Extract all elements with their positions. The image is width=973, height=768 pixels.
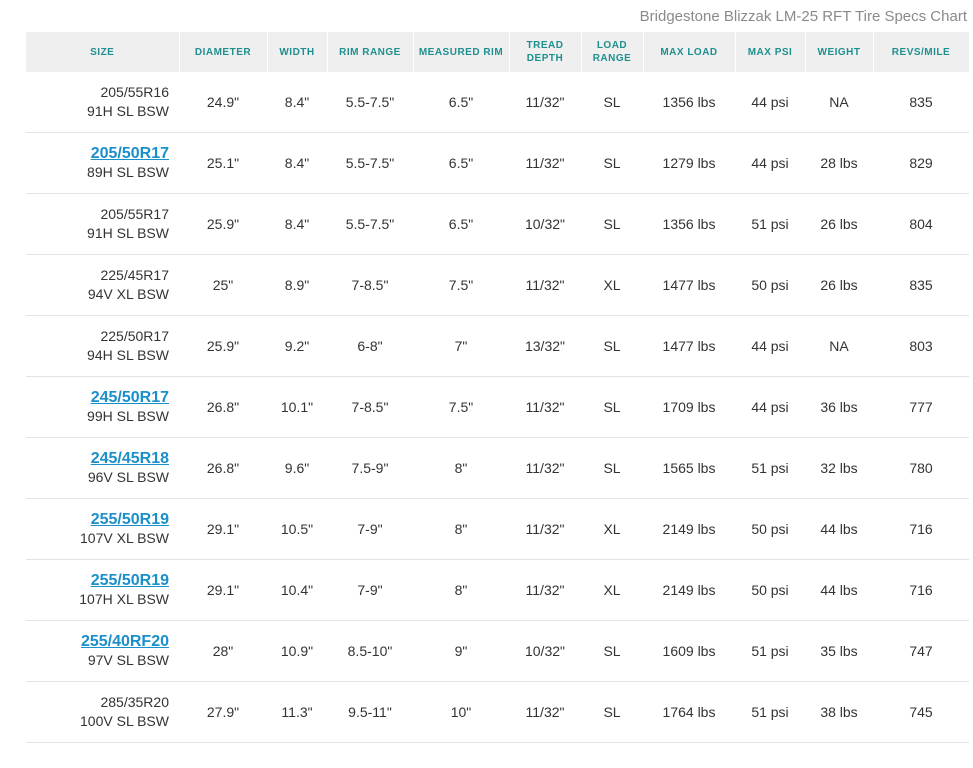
tire-size-link[interactable]: 255/50R19 [90,511,169,528]
header-diameter: DIAMETER [179,32,267,72]
tire-size-link[interactable]: 245/50R17 [90,389,169,406]
max-load-cell: 1356 lbs [643,72,735,133]
load-range-cell: XL [581,499,643,560]
width-cell: 8.4" [267,133,327,194]
weight-cell: 44 lbs [805,499,873,560]
table-row [26,682,969,743]
size-cell [26,438,179,499]
tread-depth-cell: 10/32" [509,621,581,682]
table-header-row [26,32,969,72]
size-cell [26,499,179,560]
max-psi-cell: 44 psi [735,316,805,377]
tire-size-link[interactable]: 255/50R19 [90,572,169,589]
revs-mile-cell: 747 [873,621,969,682]
weight-cell: 38 lbs [805,682,873,743]
table-row [26,438,969,499]
tire-size-link[interactable]: 205/50R17 [90,145,169,162]
width-cell: 9.2" [267,316,327,377]
service-description: 91H SL BSW [87,225,169,241]
table-row [26,72,969,133]
table-row [26,377,969,438]
measured-rim-cell: 8" [413,499,509,560]
max-load-cell: 2149 lbs [643,499,735,560]
tire-size: 205/55R16 [100,84,169,100]
revs-mile-cell: 835 [873,72,969,133]
rim-range-cell: 7-9" [327,499,413,560]
rim-range-cell: 9.5-11" [327,682,413,743]
tread-depth-cell: 11/32" [509,72,581,133]
diameter-cell: 29.1" [179,499,267,560]
tread-depth-cell: 13/32" [509,316,581,377]
table-body [26,72,969,743]
rim-range-cell: 8.5-10" [327,621,413,682]
max-load-cell: 1609 lbs [643,621,735,682]
table-row [26,194,969,255]
max-psi-cell: 51 psi [735,621,805,682]
service-description: 89H SL BSW [87,164,169,180]
revs-mile-cell: 829 [873,133,969,194]
table-row [26,133,969,194]
service-description: 91H SL BSW [87,103,169,119]
weight-cell: 44 lbs [805,560,873,621]
load-range-cell: SL [581,72,643,133]
width-cell: 10.5" [267,499,327,560]
tire-size: 225/45R17 [100,267,169,283]
tire-size-link[interactable]: 255/40RF20 [80,633,169,650]
service-description: 107H XL BSW [79,591,169,607]
weight-cell: 36 lbs [805,377,873,438]
tread-depth-cell: 11/32" [509,560,581,621]
diameter-cell: 25.9" [179,194,267,255]
service-description: 99H SL BSW [87,408,169,424]
size-cell [26,255,179,316]
measured-rim-cell: 8" [413,438,509,499]
service-description: 97V SL BSW [87,652,169,668]
width-cell: 8.9" [267,255,327,316]
load-range-cell: SL [581,133,643,194]
weight-cell: 26 lbs [805,194,873,255]
rim-range-cell: 7-8.5" [327,255,413,316]
header-load-range: LOAD RANGE [581,32,643,72]
service-description: 96V SL BSW [87,469,169,485]
size-cell [26,682,179,743]
service-description: 107V XL BSW [80,530,169,546]
max-load-cell: 1279 lbs [643,133,735,194]
diameter-cell: 25" [179,255,267,316]
tire-specs-table [26,32,970,743]
load-range-cell: XL [581,255,643,316]
revs-mile-cell: 745 [873,682,969,743]
max-psi-cell: 50 psi [735,499,805,560]
load-range-cell: SL [581,194,643,255]
rim-range-cell: 7-9" [327,560,413,621]
measured-rim-cell: 6.5" [413,133,509,194]
size-cell [26,316,179,377]
load-range-cell: SL [581,316,643,377]
tire-size: 285/35R20 [100,694,169,710]
diameter-cell: 26.8" [179,438,267,499]
rim-range-cell: 7-8.5" [327,377,413,438]
load-range-cell: SL [581,682,643,743]
diameter-cell: 25.1" [179,133,267,194]
service-description: 94V XL BSW [87,286,169,302]
max-psi-cell: 50 psi [735,560,805,621]
measured-rim-cell: 9" [413,621,509,682]
load-range-cell: SL [581,621,643,682]
width-cell: 8.4" [267,194,327,255]
rim-range-cell: 6-8" [327,316,413,377]
tread-depth-cell: 11/32" [509,133,581,194]
diameter-cell: 27.9" [179,682,267,743]
max-load-cell: 1764 lbs [643,682,735,743]
revs-mile-cell: 716 [873,499,969,560]
rim-range-cell: 5.5-7.5" [327,72,413,133]
load-range-cell: SL [581,438,643,499]
diameter-cell: 28" [179,621,267,682]
weight-cell: NA [805,72,873,133]
header-tread-depth: TREAD DEPTH [509,32,581,72]
measured-rim-cell: 6.5" [413,72,509,133]
revs-mile-cell: 835 [873,255,969,316]
width-cell: 11.3" [267,682,327,743]
table-row [26,499,969,560]
size-cell [26,133,179,194]
rim-range-cell: 7.5-9" [327,438,413,499]
measured-rim-cell: 7" [413,316,509,377]
header-width: WIDTH [267,32,327,72]
tread-depth-cell: 11/32" [509,438,581,499]
diameter-cell: 24.9" [179,72,267,133]
max-load-cell: 1356 lbs [643,194,735,255]
table-row [26,621,969,682]
revs-mile-cell: 803 [873,316,969,377]
header-max-psi: MAX PSI [735,32,805,72]
table-row [26,560,969,621]
size-cell [26,560,179,621]
max-load-cell: 1565 lbs [643,438,735,499]
diameter-cell: 29.1" [179,560,267,621]
tread-depth-cell: 11/32" [509,377,581,438]
tread-depth-cell: 11/32" [509,255,581,316]
table-row [26,316,969,377]
rim-range-cell: 5.5-7.5" [327,133,413,194]
max-psi-cell: 44 psi [735,133,805,194]
load-range-cell: SL [581,377,643,438]
rim-range-cell: 5.5-7.5" [327,194,413,255]
load-range-cell: XL [581,560,643,621]
measured-rim-cell: 7.5" [413,377,509,438]
header-revs-mile: REVS/MILE [873,32,969,72]
max-psi-cell: 51 psi [735,438,805,499]
table-row [26,255,969,316]
max-psi-cell: 51 psi [735,682,805,743]
width-cell: 10.9" [267,621,327,682]
tire-size: 205/55R17 [100,206,169,222]
max-psi-cell: 50 psi [735,255,805,316]
weight-cell: 32 lbs [805,438,873,499]
measured-rim-cell: 10" [413,682,509,743]
width-cell: 8.4" [267,72,327,133]
measured-rim-cell: 7.5" [413,255,509,316]
size-cell [26,621,179,682]
max-load-cell: 1709 lbs [643,377,735,438]
max-psi-cell: 44 psi [735,72,805,133]
diameter-cell: 25.9" [179,316,267,377]
max-load-cell: 1477 lbs [643,316,735,377]
tread-depth-cell: 11/32" [509,499,581,560]
weight-cell: 26 lbs [805,255,873,316]
header-rim-range: RIM RANGE [327,32,413,72]
revs-mile-cell: 716 [873,560,969,621]
header-measured-rim: MEASURED RIM [413,32,509,72]
tire-size-link[interactable]: 245/45R18 [90,450,169,467]
width-cell: 10.1" [267,377,327,438]
max-psi-cell: 44 psi [735,377,805,438]
header-size: SIZE [26,32,179,72]
width-cell: 10.4" [267,560,327,621]
tire-size: 225/50R17 [100,328,169,344]
revs-mile-cell: 777 [873,377,969,438]
measured-rim-cell: 6.5" [413,194,509,255]
size-cell [26,377,179,438]
tread-depth-cell: 10/32" [509,194,581,255]
tread-depth-cell: 11/32" [509,682,581,743]
size-cell [26,72,179,133]
service-description: 94H SL BSW [87,347,169,363]
size-cell [26,194,179,255]
header-max-load: MAX LOAD [643,32,735,72]
chart-title: Bridgestone Blizzak LM-25 RFT Tire Specs Chart [639,8,967,25]
width-cell: 9.6" [267,438,327,499]
max-psi-cell: 51 psi [735,194,805,255]
weight-cell: NA [805,316,873,377]
max-load-cell: 1477 lbs [643,255,735,316]
measured-rim-cell: 8" [413,560,509,621]
revs-mile-cell: 804 [873,194,969,255]
weight-cell: 35 lbs [805,621,873,682]
weight-cell: 28 lbs [805,133,873,194]
diameter-cell: 26.8" [179,377,267,438]
max-load-cell: 2149 lbs [643,560,735,621]
revs-mile-cell: 780 [873,438,969,499]
header-weight: WEIGHT [805,32,873,72]
service-description: 100V SL BSW [80,713,169,729]
